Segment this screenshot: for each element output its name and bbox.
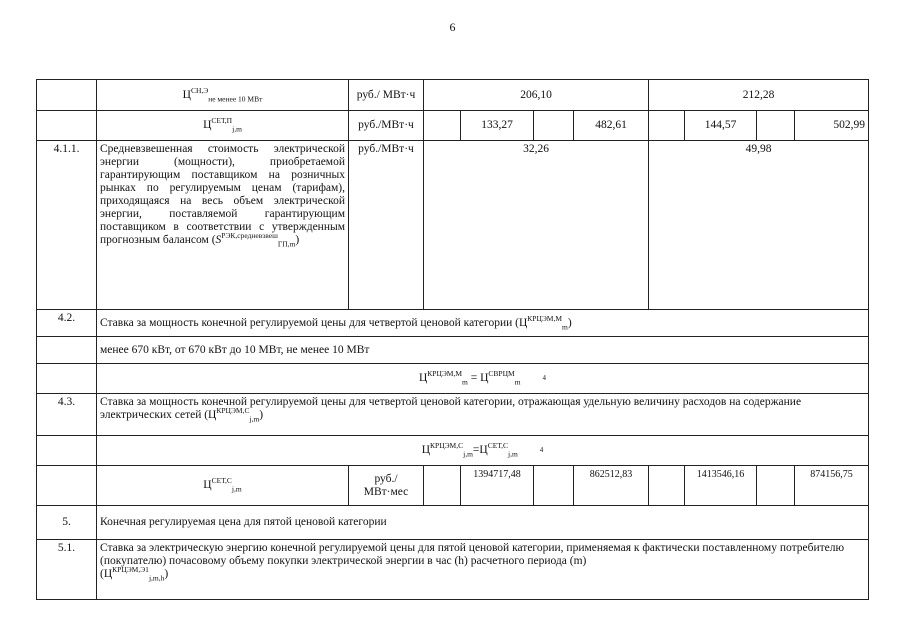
formula-cell: $Ц^{КРЦЭМ,С}_{j,m}=Ц^{СЕТ,С}_{j,m}$ $^4$ [97, 436, 869, 466]
row-number-cell: 5.1. [37, 540, 97, 600]
unit-cell: руб./ МВт·мес [349, 466, 424, 506]
empty-cell [424, 466, 461, 506]
parameter-cell: $Ц^{СН,Э}_{не менее 10 МВт}$ [97, 80, 349, 111]
value-cell: 482,61 [574, 111, 649, 141]
row-number-cell: 4.2. [37, 310, 97, 337]
row-number-cell [37, 436, 97, 466]
table-row [37, 310, 869, 337]
empty-cell [534, 111, 574, 141]
table-row [37, 436, 869, 466]
table-row [37, 466, 869, 506]
voltage-range-cell: менее 670 кВт, от 670 кВт до 10 МВт, не менее 10 МВт [97, 337, 869, 364]
value-cell: 502,99 [795, 111, 869, 141]
table-row [37, 364, 869, 394]
page-number: 6 [449, 20, 456, 34]
description-cell: Средневзвешенная стоимость электрической энергии (мощности), приобретаемой гарантирующим поставщиком на розничных рынках по регулируемым ценам (тарифам), приходящаяся на весь объем электрической энергии, поставляемой гарантирующим поставщиком в соответствии с утвержденным прогнозным балансом $(S^{РЭК,средневзвеш}_{ГП,m})$ [97, 141, 349, 310]
table-row [37, 141, 869, 310]
unit-cell: руб./ МВт·ч [349, 80, 424, 111]
parameter-cell: $Ц^{СЕТ,П}_{j,m}$ [97, 111, 349, 141]
empty-cell [757, 466, 795, 506]
formula-cell: $Ц^{КРЦЭМ,М}_m = Ц^{СВРЦМ}_m$ $^4$ [97, 364, 869, 394]
value-cell: 133,27 [461, 111, 534, 141]
row-number-cell: 4.3. [37, 394, 97, 436]
row-number-cell [37, 364, 97, 394]
value-cell: 32,26 [424, 141, 649, 310]
section-title-cell: Ставка за мощность конечной регулируемой цены для четвертой ценовой категории, отражающая удельную величину расходов на содержание электрических сетей $(Ц^{КРЦЭМ,С}_{j,m})$ [97, 394, 869, 436]
section-title-cell: Конечная регулируемая цена для пятой ценовой категории [97, 506, 869, 540]
value-cell: 144,57 [685, 111, 757, 141]
empty-cell [757, 111, 795, 141]
row-number-cell [37, 80, 97, 111]
empty-cell [424, 111, 461, 141]
table-row [37, 540, 869, 600]
parameter-cell: $Ц^{СЕТ,С}_{j,m}$ [97, 466, 349, 506]
value-cell: 212,28 [649, 80, 869, 111]
value-cell: 874156,75 [795, 466, 869, 506]
row-number-cell: 5. [37, 506, 97, 540]
section-title-cell: Ставка за мощность конечной регулируемой цены для четвертой ценовой категории $(Ц^{КРЦЭМ,М}_m)$ [97, 310, 869, 337]
table-row [37, 80, 869, 111]
empty-cell [534, 466, 574, 506]
value-cell: 862512,83 [574, 466, 649, 506]
table-row [37, 111, 869, 141]
row-number-cell [37, 337, 97, 364]
table-row [37, 506, 869, 540]
empty-cell [649, 111, 685, 141]
table-row [37, 337, 869, 364]
row-number-cell [37, 111, 97, 141]
tariff-table [36, 79, 869, 600]
value-cell: 1394717,48 [461, 466, 534, 506]
unit-cell: руб./МВт·ч [349, 141, 424, 310]
value-cell: 1413546,16 [685, 466, 757, 506]
empty-cell [649, 466, 685, 506]
row-number-cell: 4.1.1. [37, 141, 97, 310]
row-number-cell [37, 466, 97, 506]
unit-cell: руб./МВт·ч [349, 111, 424, 141]
table-row [37, 394, 869, 436]
value-cell: 206,10 [424, 80, 649, 111]
section-title-cell: Ставка за электрическую энергию конечной регулируемой цены для пятой ценовой категории, применяемая к фактически поставленному потребителю (покупателю) почасовому объему покупки электрической энергии в час (h) расчетного периода (m) $(Ц^{КРЦЭМ,Э1}_{j,m,h})$ [97, 540, 869, 600]
value-cell: 49,98 [649, 141, 869, 310]
